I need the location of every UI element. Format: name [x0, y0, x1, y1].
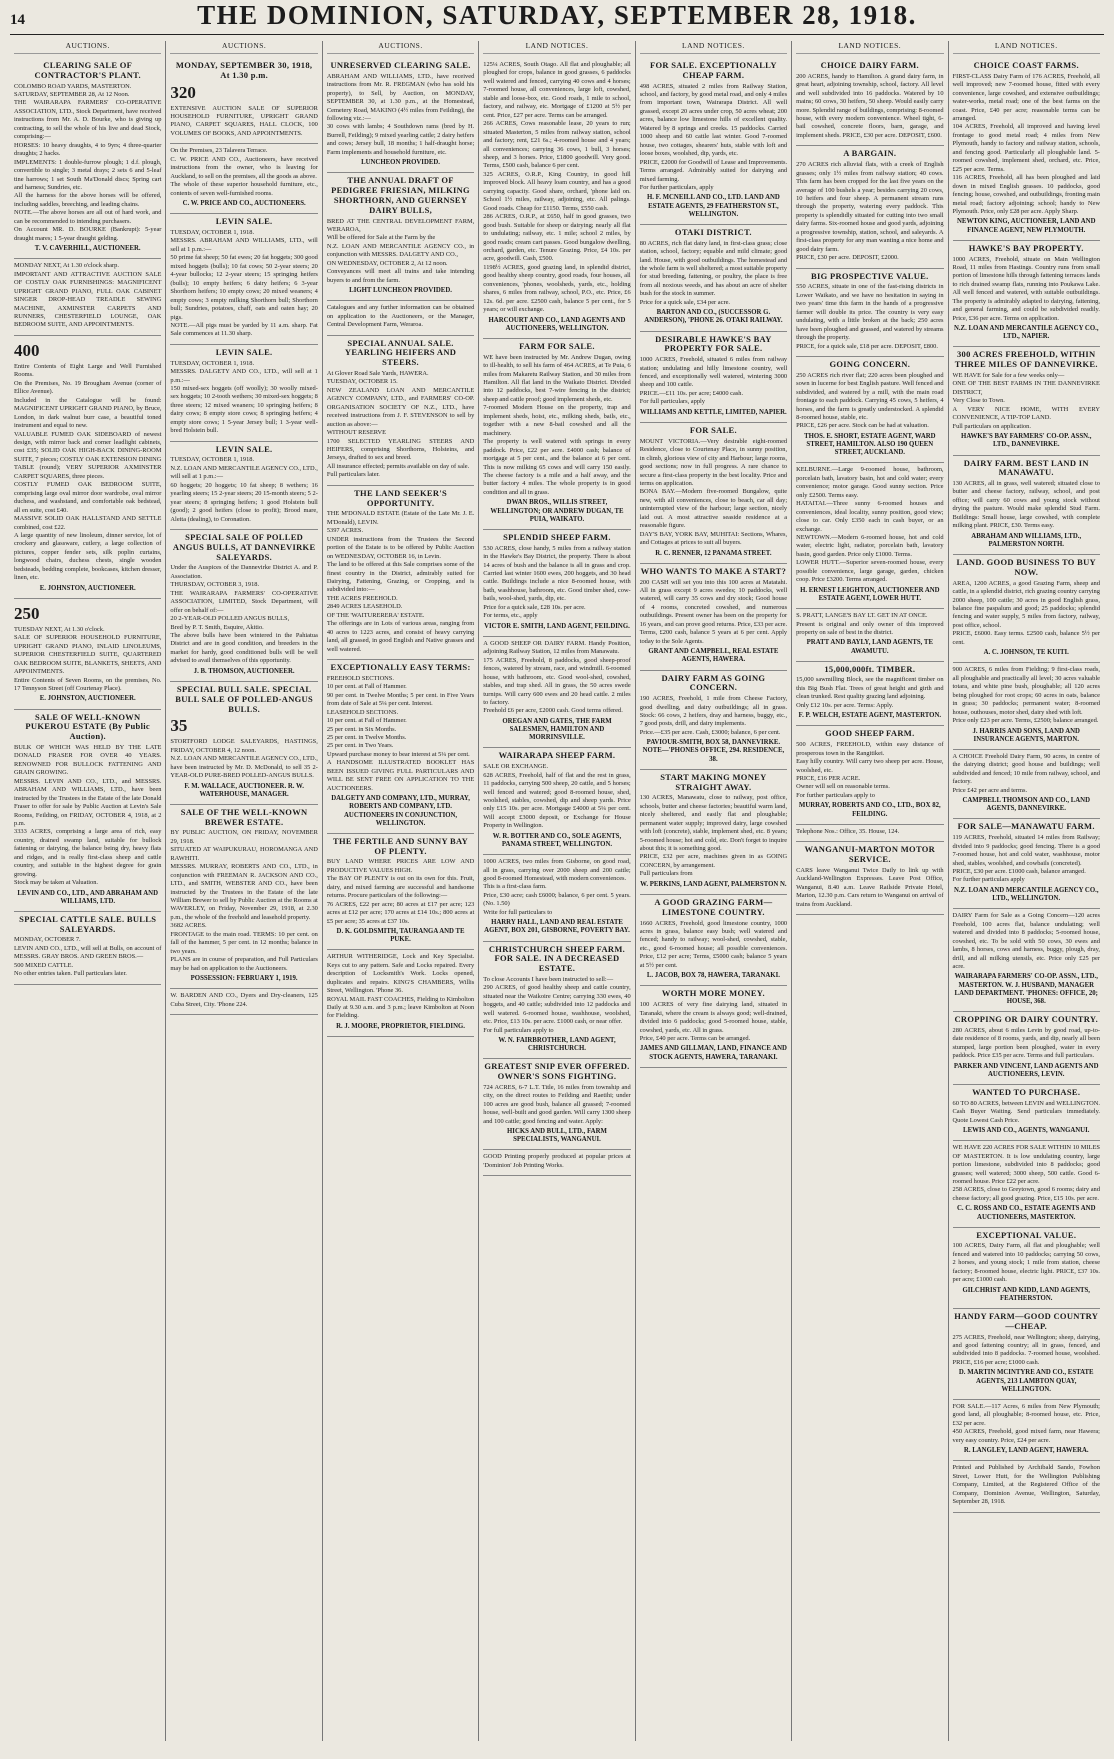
ad-signature: WAIRARAPA FARMERS' CO-OP. ASSN., LTD., MASTERTON. W. J. HUSBAND, MANAGER LAND DEPARTMENT. 'PHONES: OFFICE, 20; HOUSE, 368. [954, 973, 1098, 1005]
ad-headline: 15,000,000ft. TIMBER. [824, 663, 916, 674]
ad-signature: F. P. WELCH, ESTATE AGENT, MASTERTON. [798, 712, 942, 720]
advertisement [14, 599, 161, 710]
advertisement [953, 1228, 1100, 1309]
ad-signature: J. HARRIS AND SONS, LAND AND INSURANCE AGENTS, MARTON. [972, 727, 1080, 743]
ad-headline: LEVIN SALE. [215, 346, 273, 357]
advertisement [170, 682, 317, 805]
ad-body: Entire Contents of Eight Large and Well Furnished Rooms. On the Premises, No. 19 Brougham Avenue (corner of Ellice Avenue). Included in the Catalogue will be found: MAGNIFICENT UPRIGHT GRAND PIANO, by Bruce, London, in dark walnut burr case, a beautiful toned instrument and equal to new. VALUABLE FUMED OAK SIDEBOARD of newest design, with mirror back and corner leadlight cabinets, cost £35; SOLID OAK HIGH-BACK DINING-ROOM SUITE, 7 pieces; COSTLY OAK EXTENSION DINING TABLE (round); VERY SUPERIOR AXMINSTER CARPET SQUARES, three pieces. COSTLY FUMED OAK BEDROOM SUITE, comprising large oval mirror door wardrobe, oval mirror duchess, and washstand, and comfortable oak bedstead, all en suite, cost £40. MASSIVE SOLID OAK HALLSTAND AND SETTLE combined, cost £22. A large quantity of new linoleum, dinner service, lot of crockery and glassware, cutlery, a large collection of pictures, copper fender sets, silk poplin curtains, longwood chairs, duchess chests, single wooden bedsteads, bedding complete, bookcases, kitchen dresser, linen, etc. [14, 362, 162, 582]
ad-headline: WAIRARAPA SHEEP FARM. [498, 750, 616, 761]
ad-headline: SALE OF WELL-KNOWN PUKEROU ESTATE (By Public Auction). [25, 711, 150, 742]
ad-body: 130 ACRES, all in grass, well watered; situated close to butter and cheese factory, railway, school, and post office; will carry 60 cows and young stock without drying the pasture. Would make splendid Stud Farm. Buildings: Small house, large cowshed, with complete milking plant. PRICE, £30. Terms easy. [952, 480, 1100, 530]
column-1 [10, 41, 166, 1741]
lots-number: 35 [170, 716, 188, 736]
ad-signature: ABRAHAM AND WILLIAMS, LTD., PALMERSTON NORTH. [971, 532, 1082, 548]
ad-body: At Glover Road Sale Yards, HAWERA. TUESDAY, OCTOBER 15. NEW ZEALAND LOAN AND MERCANTILE AGENCY COMPANY, LTD., and FARMERS' CO-OP. ORGANISATION SOCIETY OF N.Z., LTD., have received instructions from J. F. STEVENSON to sell by auction as above:— WITHOUT RESERVE 1700 SELECTED YEARLING STEERS AND HEIFERS, comprising Shorthorns, Holsteins, and Jerseys, drafted to sex and breed. All insurance effected; permits available on day of sale. Full particulars later. [326, 369, 475, 479]
ad-headline: SALE OF THE WELL-KNOWN BREWER ESTATE. [180, 806, 308, 827]
advertisement [796, 842, 943, 915]
advertisement [953, 1085, 1100, 1141]
ad-body: GOOD Printing properly produced at popular prices at 'Dominion' Job Printing Works. [483, 1153, 631, 1169]
column-3 [323, 41, 479, 1741]
advertisement [327, 950, 474, 1037]
ad-signature: BARTON AND CO., (SUCCESSOR G. ANDERSON), 'PHONE 26. OTAKI RAILWAY. [644, 309, 783, 325]
advertisement [483, 58, 630, 339]
column-2 [166, 41, 322, 1741]
ad-body: DAIRY Farm for Sale as a Going Concern—120 acres Freehold, 100 acres flat, balance undulating; well watered and divided into 8 paddocks; 5-roomed house, cowshed, etc. To be sold with 50 cows, 30 ewes and lambs, 8 horses, cows and harness, buggy, plough, dray, drill, and all milking utensils, etc. Price only £25 per acre. [952, 912, 1100, 970]
ad-signature: CAMPBELL THOMSON AND CO., LAND AGENTS, DANNEVIRKE. [962, 797, 1090, 813]
advertisement [640, 58, 787, 225]
advertisement [483, 1150, 630, 1176]
column-heading: LAND NOTICES. [796, 41, 943, 54]
ad-headline: 300 ACRES FREEHOLD, WITHIN THREE MILES OF DANNEVIRKE. [954, 349, 1098, 370]
advertisement [170, 805, 317, 989]
advertisement [953, 456, 1100, 556]
ad-signature: F. M. WALLACE, AUCTIONEER. R. W. WATERHOUSE, MANAGER. [184, 782, 304, 798]
ad-headline: LEVIN SALE. [215, 443, 273, 454]
ad-body: 15,000 sawmilling Block, see the magnificent timber on this Big Bush Flat. Trees of great height and girth and clean trunked. Rest quality grazing land adjoining. Only £12 10s. per acre. Terms: Apply. [796, 676, 944, 709]
ad-headline: WANTED TO PURCHASE. [972, 1086, 1081, 1097]
ad-body: FIRST-CLASS Dairy Farm of 176 ACRES, Freehold, all well improved; new 7-roomed house, fitted with every convenience, large cowshed, and extensive outbuildings; water-works, metal road; one of the best farms on the coast. Price, £40 per acre; reasonable terms can be arranged. 104 ACRES, Freehold, all improved and having level frontage to good metal road; 4 miles from New Plymouth, handy to factory and railway station, schools, and fencing good. Particularly all ploughable land. 5-roomed cowshed, implement shed, orchard, etc. Price, £25 per acre. Terms. 116 ACRES, Freehold, all has been ploughed and laid down in mixed English grasses. 10 paddocks, good fencing; house, cowshed, and outbuildings, fronting main metal road; factory adjoining; school; handy to New Plymouth. Price, only £28 per acre. Apply Sharp. [952, 72, 1100, 216]
ad-body: MOUNT VICTORIA.—Very desirable eight-roomed Residence, close to Courtenay Place, in sunny position, in climb, glorious view of city and Harbour; large rooms, good sections; now in full progress. A rare chance to secure a first-class property in the best locality. Price and terms on application. BONA BAY.—Modern five-roomed Bungalow, quite new, with all conveniences, close to beach, car all day; uninterrupted view of the harbour; large section, nicely laid out. A most attractive seaside residence at a reasonable figure. DAY'S BAY, YORK BAY, MUHITAI: Sections, Whares, and Cottages at prices to suit all buyers. [639, 437, 788, 547]
ad-body: BULK OF WHICH WAS HELD BY THE LATE DONALD FRASER FOR OVER 40 YEARS. RENOWNED FOR BULLOCK FATTENING AND GRAIN GROWING. MESSRS. LEVIN AND CO., LTD., and MESSRS. ABRAHAM AND WILLIAMS, LTD., have been instructed by the Trustees in the Estate of the late Donald Fraser to offer for sale by Public Auction at Levin's Sale Rooms, Feilding, on FRIDAY, OCTOBER 4, 1918, at 2 p.m. 3333 ACRES, comprising a large area of rich, easy country, drained swamp land, suitable for bullock fattening or dairying, the balance being dry, heavy flats and ridges, and is really first-class sheep and cattle country, and suitable in the highest degree for grain growing. Stock may be taken at Valuation. [14, 743, 162, 887]
advertisement [796, 825, 943, 842]
ad-signature: H. F. MCNEILL AND CO., LTD. LAND AND ESTATE AGENTS, 29 FEATHERSTON ST., WELLINGTON. [646, 194, 780, 218]
lots-number: 250 [14, 603, 40, 623]
advertisement [14, 710, 161, 912]
column-7 [949, 41, 1104, 1741]
advertisement [327, 58, 474, 173]
advertisement [170, 989, 317, 1015]
ad-headline: GREATEST SNIP EVER OFFERED. OWNER'S SONS FIGHTING. [484, 1061, 630, 1082]
ad-headline: SPECIAL SALE OF POLLED ANGUS BULLS, AT DANNEVIRKE SALEYARDS. [172, 532, 316, 562]
ad-body: 119 ACRES, Freehold, situated 14 miles from Railway; divided into 9 paddocks; good fencing. There is a good 7-roomed house, hot and cold water, washhouse, motor shed, stables, woolshed, and cowbails (concreted). PRICE, £30 per acre. £1000 cash, balance arranged. For further particulars apply [952, 834, 1100, 884]
ad-body: 130 ACRES, Manawatu, close to railway, post office, schools, butter and cheese factories; beautiful warm land, nicely sheltered, and easily flat and ploughable; permanent water supply; improved dairy, large cowshed with loft (concrete), stable, implement shed, etc. 8 years; 5-roomed house; hot and cold, etc. Don't forget to inquire about this; it is something good. PRICE, £32 per acre, machines given in as GOING CONCERN, by arrangement. Full particulars from [639, 794, 788, 878]
ad-body: 1660 ACRES, Freehold, good limestone country, 1000 acres in grass, balance easy bush; well watered and fenced; handy to railway; wool-shed, cowshed, stable, etc., good 6-roomed house; all possible conveniences. Price, £12 per acre; Terms, £5000 cash; balance 5 years at 5½ per cent. [639, 919, 788, 969]
advertisement [483, 339, 630, 530]
lots-count [14, 341, 161, 361]
ad-signature: POSSESSION: FEBRUARY 1, 1919. [190, 975, 298, 983]
ad-body: 1000 ACRES, Freehold, situated 6 miles from railway station; undulating and hilly limestone country, well fenced, and exceptionally well watered, wintering 3000 sheep and 100 cattle. PRICE.—£11 10s. per acre; £4000 cash. For full particulars, apply [639, 356, 788, 406]
ad-body: WE have been instructed by Mr. Andrew Dugan, owing to ill-health, to sell his farm of 464 ACRES, at Te Puia, 6 miles from Makaretu Railway Station, and 30 miles from Hamilton. All flat land in the Waikato District. Divided into 12 paddocks, best 7-wire fencing in the district; sheep and cattle proof; good implement sheds, etc. 7-roomed Modern House on the property, trap and implement sheds, hoist, etc., milking sheds, bails, etc., together with a new 8-bail cowshed and all the machinery. The property is well watered with springs in every paddock. Price, £22 per acre. £4000 cash; balance of mortgage at 5 per cent., and the balance at 6 per cent. This is now milking 65 cows and will carry 150 easily. The cheese factory is a mile and a half away, and the butter factory 4 miles. The whole property is in good condition and all in grass. [483, 353, 631, 496]
advertisement [953, 58, 1100, 241]
ad-signature: PARKER AND VINCENT, LAND AGENTS AND AUCTIONEERS, LEVIN. [953, 1062, 1099, 1078]
ad-body: S. PRATT, LANGE'S BAY LT. GET IN AT ONCE. Present is original and only owner of this improved property on sale of best in the district. [796, 612, 944, 636]
ad-body: STORTFORD LODGE SALEYARDS, HASTINGS, FRIDAY, OCTOBER 4, 12 noon. N.Z. LOAN AND MERCANTILE AGENCY CO., LTD., have been instructed by Mr. D. McDonald, to sell 35 2-YEAR-OLD PURE-BRED POLLED-ANGUS BULLS. [170, 738, 318, 780]
ad-body: TUESDAY, OCTOBER 1, 1918. MESSRS. ABRAHAM AND WILLIAMS, LTD., will sell at 1 p.m.:— 50 prime fat sheep; 50 fat ewes; 20 fat hoggets; 300 good mixed hoggets (bulls); 10 fat cows; 50 2-year steers; 20 4-year bullocks; 12 2-year steers; 15 springing heifers (bulls); 10 empty heifers; 6 dairy heifers; 6 3-year Shorthorn heifers; 10 empty cows; 20 mixed weaners; 4 empty cows; 3 empty milking Shorthorn bull; Shorthorn bull; Sundries, potatoes, chaff, oats and oaten hay; 20 pigs. NOTE.—All pigs must be yarded by 11 a.m. sharp. Fat Sale commences at 11.30 sharp. [170, 228, 318, 338]
ad-body: 275 ACRES, Freehold, near Wellington; sheep, dairying, and good fattening country; all in grass, fenced, and subdivided into 8 paddocks. 7-roomed house, woolshed. PRICE, £16 per acre; £1000 cash. [952, 1333, 1100, 1366]
ad-headline: FOR SALE—MANAWATU FARM. [957, 821, 1095, 832]
ad-headline: LEVIN SALE. [215, 216, 273, 227]
advertisement [14, 259, 161, 336]
ad-signature: L. JACOB, BOX 78, HAWERA, TARANAKI. [646, 972, 780, 980]
ad-headline: SPECIAL BULL SALE. SPECIAL BULL SALE OF POLLED-ANGUS BULLS. [175, 684, 314, 714]
advertisement [640, 671, 787, 770]
advertisement [640, 423, 787, 564]
advertisement [327, 301, 474, 335]
ad-signature: R. C. RENNER, 12 PANAMA STREET. [655, 549, 772, 557]
advertisement [953, 1461, 1100, 1512]
ad-headline: THE ANNUAL DRAFT OF PEDIGREE FRIESIAN, MILKING SHORTHORN, AND GUERNSEY DAIRY BULLS, [331, 175, 470, 215]
ad-signature: LEVIN AND CO., LTD., AND ABRAHAM AND WILLIAMS, LTD. [17, 889, 159, 905]
ad-headline: CHOICE DAIRY FARM. [820, 60, 919, 70]
ad-body: KELBURNE.—Large 9-roomed house, bathroom, porcelain bath, lavatory basin, hot and cold water; every convenience; motor garage. Good sunny section. Price only £2500. Terms easy. HATAITAI.—Three sunny 6-roomed houses and conveniences, ideal locality, sunny position, good view; close to car. Only £350 each in cash buyer, or an exchange. NEWTOWN.—Modern 6-roomed house, hot and cold water, electric light, radiator, porcelain bath, lavatory basin, good garden. Price only £1000. Terms. LOWER HUTT.—Superior seven-roomed house, every possible convenience, large garage, garden, chicken coop. Price £3200. Terms arranged. [796, 466, 944, 584]
ad-signature: R. J. MOORE, PROPRIETOR, FIELDING. [336, 1022, 465, 1030]
ad-body: THE M'DONALD ESTATE (Estate of the Late Mr. J. E. M'Donald), LEVIN. 5397 ACRES. UNDER instructions from the Trustees the Second portion of the Estate is to be offered by Public Auction on WEDNESDAY, OCTOBER 16, in Levin. The land to be offered at this Sale comprises some of the finest country in the District, admirably suited for Dairying, Fattening, Grazing, or Cropping, and is subdivided into:— THE ACRES FREEHOLD. 2849 ACRES LEASEHOLD. OF THE 'WAITURERERA' ESTATE. The offerings are in Lots of various areas, ranging from 40 acres to 1223 acres, and consist of heavy carrying land, all grassed, in good English and Native grasses and well watered. [326, 510, 475, 653]
advertisement [483, 855, 630, 941]
advertisement [14, 912, 161, 985]
advertisement [170, 214, 317, 345]
advertisement [327, 173, 474, 301]
ad-signature: C. C. ROSS AND CO., ESTATE AGENTS AND AUCTIONEERS, MASTERTON. [956, 1205, 1096, 1221]
column-heading: AUCTIONS. [327, 41, 474, 54]
ad-headline: DESIRABLE HAWKE'S BAY PROPERTY FOR SALE. [655, 333, 772, 354]
advertisement [327, 486, 474, 660]
columns-container [10, 41, 1104, 1741]
column-5 [636, 41, 792, 1741]
advertisement [953, 750, 1100, 820]
advertisement [483, 1059, 630, 1150]
ad-headline: CHRISTCHURCH SHEEP FARM. FOR SALE. IN A DECREASED ESTATE. [488, 943, 626, 974]
ad-body: Printed and Published by Archibald Sando, Fowhon Street, Lower Hutt, for the Wellington Publishing Company, Limited, at the Registered Office of the Company, Dominion Avenue, Wellington, Saturday, September 28, 1918. [952, 1464, 1100, 1506]
page-number: 14 [10, 12, 25, 28]
ad-body: MONDAY NEXT, At 1.30 o'clock sharp. IMPORTANT AND ATTRACTIVE AUCTION SALE OF COSTLY OAK FURNISHINGS: MAGNIFICENT UPRIGHT GRAND PIANO, FULL OAK CABINET SINGER DROP-HEAD TREADLE SEWING MACHINE, AXMINSTER CARPETS AND RUNNERS, CHESTERFIELD LOUNGE, OAK BEDROOM SUITE, AND APPOINTMENTS. [14, 262, 162, 329]
advertisement [483, 748, 630, 855]
ad-signature: W. R. BOTTER AND CO., SOLE AGENTS, PANAMA STREET, WELLINGTON. [492, 832, 622, 848]
advertisement [953, 1141, 1100, 1227]
ad-body: BUY LAND WHERE PRICES ARE LOW AND PRODUCTIVE VALUES HIGH. The BAY OF PLENTY is out on its own for this. Fruit, dairy, and mixed farming are successful and handsome returns. Procure particulars of the following:— 76 ACRES, £22 per acre; 80 acres at £17 per acre; 123 acres at £12 per acre; 170 acres at £14 10s.; 800 acres at £5 per acre; 35 acres at £37 10s. [326, 858, 475, 925]
ad-body: W. BARDEN AND CO., Dyers and Dry-cleaners, 125 Cuba Street, City. 'Phone 224. [170, 992, 318, 1008]
advertisement [796, 357, 943, 463]
ad-body: EXTENSIVE AUCTION SALE OF SUPERIOR HOUSEHOLD FURNITURE, UPRIGHT GRAND PIANO, CARPET SQUARES, HALL CLOCK, 100 VOLUMES OF BOOKS, AND APPOINTMENTS. [170, 104, 318, 137]
ad-signature: E. JOHNSTON, AUCTIONEER. [39, 695, 136, 703]
ad-body: 280 ACRES, about 6 miles Levin by good road, up-to-date residence of 8 rooms, yards, and dip, nearly all been stumped, large portion been ploughed, water in every paddock. Price £35 per acre. Terms and full particulars. [952, 1026, 1100, 1060]
ad-signature: JAMES AND GILLMAN, LAND, FINANCE AND STOCK AGENTS, HAWERA, TARANAKI. [639, 1045, 787, 1061]
advertisement [14, 58, 161, 259]
advertisement [14, 336, 161, 599]
advertisement [953, 241, 1100, 348]
advertisement [953, 909, 1100, 1012]
column-heading: AUCTIONS. [14, 41, 161, 54]
advertisement [327, 834, 474, 950]
ad-headline: GOING CONCERN. [829, 358, 911, 369]
advertisement [953, 663, 1100, 749]
ad-body: 100 ACRES of very fine dairying land, situated in Taranaki, where the cream is always good; well-drained, divided into 6 paddocks; good 5-roomed house, stable, cowshed, yards, etc. All in grass. Price, £40 per acre. Terms can be arranged. [639, 1001, 788, 1042]
ad-signature: DALGETY AND COMPANY, LTD., MURRAY, ROBERTS AND COMPANY, LTD. AUCTIONEERS IN CONJUNCTION, WELLINGTON. [331, 795, 470, 827]
ad-headline: THE FERTILE AND SUNNY BAY OF PLENTY. [333, 835, 469, 856]
column-4 [479, 41, 635, 1741]
ad-body: 190 ACRES, Freehold, 1 mile from Cheese Factory, good dwelling, and dairy outbuildings; all in grass. Stock: 66 cows, 2 heifers, dray and harness, buggy, etc., 7 good posts, drill, and dairy implements. Price.—£35 per acre. Cash, £3000; balance, 6 per cent. [639, 695, 788, 736]
ad-signature: VICTOR E. SMITH, LAND AGENT, FEILDING. [484, 622, 630, 630]
ad-body: 200 ACRES, handy to Hamilton. A grand dairy farm, in great heart, adjoining township, school, factory. All level and well subdivided into 16 paddocks. Watered by 10 mains; 60 cows, 30 heifers, 50 sheep. Would easily carry more. Splendid range of buildings, comprising: 8-roomed house, with every modern convenience. Wheel tight, 6-bail cowshed, concrete floors, barn, garage, and implement sheds. PRICE, £30 per acre. DEPOSIT, £600. [796, 72, 944, 139]
ad-headline: OTAKI DISTRICT. [674, 226, 752, 237]
advertisement [953, 1400, 1100, 1461]
ad-signature: N.Z. LOAN AND MERCANTILE AGENCY CO., LTD., WELLINGTON. [953, 886, 1099, 903]
column-heading: LAND NOTICES. [640, 41, 787, 54]
ad-body: 900 ACRES, 6 miles from Fielding; 9 first-class roads, all ploughable and practically all level; 30 acres valuable totara, and white pine bush, ploughable; all 120 acres being ploughed for root crops; 60 acres in oats, balance in grass; 30 paddocks; permanent water; 8-roomed house, outhouses, motor shed, dairy shed with loft. Price only £23 per acre. Terms, £2500; balance arranged. [952, 666, 1100, 725]
ad-body: 125¼ ACRES, South Otago. All flat and ploughable; all ploughed for crops, balance in good grasses, 6 paddocks well watered and fenced, carrying 40 cows and 4 horses; 7-roomed house, all conveniences, large loft, cowshed, stable and loose-box, etc. Good roads, 1 mile to school, factory, and railway, etc. Mortgage of £1200 at 5½ per cent. Price, £27 per acre. Terms can be arranged. 266 ACRES, Cows reasonable lease, 20 years to run; situated Masterton, 5 miles from railway station, school and factory; rent, £21 6s.; 4-roomed house and 4 years; all conveniences; carrying 36 cows, 1 bull, 3 horses; sheep, and 3 horses. Price, £1800 goodwill. Very good. Terms, £500 cash, balance 6 per cent. 325 ACRES, O.R.P., King Country, in good hill improved block. All heavy loam country, and has a good carrying capacity. Good share, orchard, 'phone laid on. School 1½ miles, railway, adjoining, etc. All palings. Good roads. Cheap for £1150. Terms, £550 cash. 286 ACRES, O.R.P., at £650, half in good grasses, two good bush. Suitable for sheep or dairying; nearly all flat to undulating; railway, etc. 1 mile; school 2 miles, by good roads; cream cart passes. Good bungalow dwelling, orchard, garden, etc. Tenure Grazing. Price, £4 10s. per acre, goodwill. Cash, £500. 1198½ ACRES, good grazing land, in splendid district, good healthy sheep country, good roads, four houses, all conveniences, 'phones, woolsheds, yards, etc., holding shares, 6 miles from railway, school, P.O., etc. Price, £6 12s. 6d. per acre. £2500 cash, balance 5 per cent., for 5 years; or will exchange. [483, 61, 631, 314]
ad-signature: HARRY HALL, LAND AND REAL ESTATE AGENT, BOX 201, GISBORNE, POVERTY BAY. [484, 919, 630, 935]
ad-headline: WANGANUI-MARTON MOTOR SERVICE. [804, 844, 936, 864]
ad-body: Catalogues and any further information can be obtained on application to the Auctioneers, or the Manager, Central Development Farm, Weraroa. [326, 304, 475, 329]
advertisement [953, 555, 1100, 663]
ad-signature: H. ERNEST LEIGHTON, AUCTIONEER AND ESTATE AGENT, LOWER HUTT. [800, 586, 940, 602]
ad-headline: CLEARING SALE OF CONTRACTOR'S PLANT. [34, 60, 141, 80]
ad-body: To close Accounts I have been instructed to sell:— 290 ACRES, of good healthy sheep and cattle country, situated near the Waikoire Centre; carrying 330 ewes, 40 hoggets, and 40 cattle; subdivided into 12 paddocks and well watered. 6-roomed house, washhouse, woolshed, etc. Price, £13 10s. per acre. £1000 cash, or near offer. For full particulars apply to [483, 975, 631, 1034]
advertisement [640, 770, 787, 895]
advertisement [796, 269, 943, 357]
ad-body: MONDAY, OCTOBER 7. LEVIN AND CO., LTD., will sell at Bulls, on account of MESSRS. GRAY BROS. AND GREEN BROS.— 500 MIXED CATTLE. No other entries taken. Full particulars later. [14, 936, 162, 978]
advertisement [796, 609, 943, 662]
advertisement [796, 726, 943, 824]
ad-body: BRED AT THE CENTRAL DEVELOPMENT FARM, WERAROA, Will be offered for Sale at the Farm by the N.Z. LOAN AND MERCANTILE AGENCY CO., in conjunction with MESSRS. DALGETY AND CO., ON WEDNESDAY, OCTOBER 2, At 12 noon. Conveyances will meet all trains and take intending buyers to and from the farm. [326, 217, 475, 284]
ad-headline: CROPPING OR DAIRY COUNTRY. [954, 1014, 1098, 1025]
ad-body: A GOOD SHEEP OR DAIRY FARM. Handy Position, adjoining Railway Station, 12 miles from Manawatu. 175 ACRES, Freehold, 8 paddocks, good sheep-proof fences, watered by stream, race, and windmill. 6-roomed house, with bathroom, etc. Good wool-shed, cowshed, stables, and trap shed. All in grass, the 50 acres swede turnips. Will carry 600 ewes and 20 head cattle. 2 miles to factory. Freehold £6 per acre, £2000 cash. Good terms offered. [483, 639, 631, 715]
ad-signature: W. N. FAIRBROTHER, LAND AGENT, CHRISTCHURCH. [498, 1037, 616, 1053]
lots-count [170, 83, 317, 103]
ad-body: CARS leave Wanganui Twice Daily to link up with Auckland-Wellington Expresses. Leave Post Office, Wanganui, 8.40 a.m. Leave Railside Private Hotel, Marton, 12.30 p.m. Cars return to Wanganui on arrival of trains from Auckland. [796, 866, 944, 908]
ad-signature: LIGHT LUNCHEON PROVIDED. [349, 287, 452, 295]
ad-headline: SPECIAL CATTLE SALE. BULLS SALEYARDS. [19, 913, 157, 934]
advertisement [170, 345, 317, 442]
ad-body: COLOMBO ROAD YARDS, MASTERTON. SATURDAY, SEPTEMBER 28, At 12 Noon. THE WAIRARAPA FARMERS' CO-OPERATIVE ASSOCIATION, LTD., Stock Department, have received instructions from Mr. A. D. Bourke, who is giving up contracting, to sell the whole of his live and dead Stock, comprising:— HORSES: 10 heavy draughts, 4 to 9yrs; 4 three-quarter draughts; 2 hacks. IMPLEMENTS: 1 double-furrow plough; 1 d.f. plough, convertible to single; 3 metal drays; 2 sets 6 and 5-leaf tine harrows; 1 set South Ma'Donald discs; Spring cart and harness; Sundries, etc. All the harness for the above horses will be offered, including saddles, breeching, and leading chains. NOTE.—The above horses are all out of hard work, and can be recommended to intending purchasers. On Account MR. D. BOURKE (Bankrupt): 5-year draught mares; 1 5-year draught gelding. [14, 82, 162, 242]
advertisement [953, 1309, 1100, 1400]
ad-signature: T. V. CAVERHILL, AUCTIONEER. [34, 245, 141, 253]
ad-headline: THE LAND SEEKER'S OPPORTUNITY. [354, 487, 448, 508]
advertisement [796, 662, 943, 727]
advertisement [170, 442, 317, 530]
ad-body: AREA, 1200 ACRES, a good Grazing Farm, sheep and cattle, in a splendid district, rich grazing country carrying 2000 sheep, 100 cattle; 30 acres in good English grass, balance fine paspalum and good; 25 paddocks; splendid fencing and water supply, 5 miles from factory, railway, post office, school. PRICE, £6000. Easy terms. £2500 cash, balance 5½ per cent. [952, 579, 1100, 646]
advertisement [796, 58, 943, 146]
ad-signature: D. K. GOLDSMITH, TAURANGA AND TE PUKE. [336, 927, 465, 944]
ad-signature: WILLIAMS AND KETTLE, LIMITED, NAPIER. [640, 408, 787, 416]
ad-body: ABRAHAM AND WILLIAMS, LTD., have received instructions from Mr. R. FREGMAN (who has sold his property), to Sell, by Auction, on MONDAY, SEPTEMBER 30, at 1.30 p.m., at the Homestead, Cemetery Road, MAKINO (4½ miles from Feilding), the following viz.:— 30 cows with lambs; 4 Southdown rams (bred by H. Burrell, Feilding); 9 mixed yearling cattle; 2 dairy heifers and cows; Jersey bull, 18 months; 1 half-draught horse; Farm implements and household furniture, etc. [326, 72, 475, 156]
ad-body: FOR SALE.—117 Acres, 6 miles from New Plymouth; good land, all ploughable; 8-roomed house, etc. Price, £32 per acre. 450 ACRES, Freehold, good mixed farm, near Hawera; very easy country. Price, £24 per acre. [952, 1402, 1100, 1444]
ad-headline: A BARGAIN. [843, 148, 897, 159]
ad-signature: GILCHRIST AND KIDD, LAND AGENTS, FEATHERSTON. [962, 1286, 1091, 1302]
column-heading: LAND NOTICES. [953, 41, 1100, 54]
ad-headline: UNRESERVED CLEARING SALE. [330, 60, 471, 70]
ad-signature: C. W. PRICE AND CO., AUCTIONEERS. [182, 200, 306, 208]
lots-number: 400 [14, 340, 40, 360]
ad-signature: PAVIOUR-SMITH, BOX 58, DANNEVIRKE. NOTE—'PHONES OFFICE, 294. RESIDENCE, 38. [642, 739, 785, 763]
advertisement [170, 58, 317, 144]
ad-headline: DAIRY FARM. BEST LAND IN MANAWATU. [963, 457, 1089, 478]
ad-headline: START MAKING MONEY STRAIGHT AWAY. [660, 771, 767, 792]
advertisement [483, 530, 630, 637]
advertisement [640, 986, 787, 1067]
ad-body: Telephone Nos.: Office, 35. House, 124. [796, 827, 900, 835]
ad-headline: EXCEPTIONAL VALUE. [976, 1229, 1077, 1240]
advertisement [953, 1012, 1100, 1085]
ad-headline: WORTH MORE MONEY. [661, 988, 765, 999]
ad-headline: FARM FOR SALE. [519, 340, 595, 351]
ad-headline: HANDY FARM—GOOD COUNTRY—CHEAP. [954, 1311, 1099, 1331]
advertisement [640, 895, 787, 986]
ad-body: 724 ACRES, 6-7 L.T. Title, 16 miles from township and city, on the direct routes to Feilding and Raetihi; under 100 acres are good bush, balance all grassed; 7-roomed house, well-built and good garden. Will carry 1300 sheep and 100 cattle; good fencing and water. Apply: [483, 1083, 631, 1125]
ad-signature: E. JOHNSTON, AUCTIONEER. [39, 584, 136, 592]
column-6 [792, 41, 948, 1741]
ad-headline: WHO WANTS TO MAKE A START? [640, 565, 787, 576]
ad-signature: PRATT AND BAYLY, LAND AGENTS, TE AWAMUTU. [806, 639, 933, 655]
advertisement [327, 660, 474, 834]
ad-body: ARTHUR WITHERIDGE, Lock and Key Specialist. Keys cut to any pattern. Safe and Locks repaired. Every description of Locksmith's Work. Locks opened, duplicates and repairs. KING'S CHAMBERS, Willis Street, Wellington. 'Phone 36. ROYAL MAIL FAST COACHES, Fielding to Kimbolton Daily at 9.30 a.m. and 3 p.m.; leave Kimbolton at Noon for Fielding. [326, 953, 475, 1020]
ad-signature: HARCOURT AND CO., LAND AGENTS AND AUCTIONEERS, WELLINGTON. [488, 316, 626, 332]
ad-headline: FOR SALE. [689, 425, 737, 435]
ad-body: 1000 ACRES, Freehold, situate on Main Wellington Road, 11 miles from Hastings. Country runs from small portion of limestone hills through fattening terraces lands to rich drained swamp flats, running into Poukawa Lake. All well fenced and watered, with suitable outbuildings. The property is admirably adapted to dairying, fattening, and general farming, and could be subdivided readily. Price, £36 per acre. Terms on application. [952, 255, 1100, 322]
masthead [10, 0, 1104, 35]
advertisement [640, 564, 787, 671]
advertisement [640, 332, 787, 423]
ad-body: FREEHOLD SECTIONS. 10 per cent. at Fall of Hammer. 90 per cent. in Twelve Months; 5 per cent. in Five Years from date of Sale at 5¼ per cent. Interest. LEASEHOLD SECTIONS. 10 per cent. at Fall of Hammer. 25 per cent. in Six Months. 25 per cent. in Twelve Months. 25 per cent. in Two Years. Upward purchase money to bear interest at 5¼ per cent. A HANDSOME ILLUSTRATED BOOKLET HAS BEEN ISSUED GIVING FULL PARTICULARS AND WILL BE SENT FREE ON APPLICATION TO THE AUCTIONEERS. [326, 674, 475, 792]
ad-body: 60 TO 80 ACRES, between LEVIN and WELLINGTON. Cash Buyer Waiting. Send particulars immediately. Quote Lowest Cash Price. [952, 1099, 1100, 1124]
ad-body: 1000 ACRES, two miles from Gisborne, on good road, all in grass, carrying over 2000 sheep and 200 cattle; good 8-roomed Homestead, with modern conveniences. This is a first-class farm. Price, £30 acre; cash £6000; balance, 6 per cent. 5 years. (No. 1.50) Write for full particulars to [483, 858, 631, 916]
advertisement [953, 819, 1100, 909]
ad-headline: LAND. GOOD BUSINESS TO BUY NOW. [956, 557, 1096, 577]
ad-body: TUESDAY, OCTOBER 1, 1918. MESSRS. DALGETY AND CO., LTD., will sell at 1 p.m.:— 150 mixed-sex hoggets (off woolly); 30 woolly mixed-sex hoggets; 10 2-tooth wethers; 30 mixed-sex hoggets; 8 three steers; 12 mixed weaners; 10 springing heifers; 8 dairy cows; 8 empty store cows; 8 springing heifers; 4 empty store cows; 1 5-year Jersey bull; 1 3-year well-bred Holstein bull. [170, 359, 318, 435]
newspaper-title: THE DOMINION, SATURDAY, SEPTEMBER 28, 1918. [197, 0, 917, 30]
ad-body: 500 ACRES, FREEHOLD, within easy distance of prosperous town in the Rangitikei. Easy hilly country. Will carry two sheep per acre. House, woolshed, etc. PRICE, £16 PER ACRE. Owner will sell on reasonable terms. For further particulars apply to [796, 741, 944, 799]
ad-body: 200 CASH will set you into this 100 acres at Matatahi. All in grass except 9 acres swedes; 10 paddocks, well watered, will carry 35 cows and dry stock; Good house of 4 rooms, concreted cowshed, and numerous outbuildings. Present owner has been on the property for 16 years, and can prove good returns. Price, £33 per acre. Terms, £200 cash, balance 5 years at 6 per cent. Apply today to the Sole Agents. [639, 578, 788, 645]
ad-body: TUESDAY, OCTOBER 1, 1918. N.Z. LOAN AND MERCANTILE AGENCY CO., LTD., will sell at 1 p.m.:— 60 hoggets; 20 hoggets; 10 fat sheep; 8 wethers; 16 yearling steers; 15 2-year steers; 20 15-month steers; 5 2-year steers; 8 springing heifers; 1 good Holstein bull (good); 2 good heifers (close to profit); Brood mare, Aleita (dealing), to Coronation. [170, 456, 318, 523]
ad-signature: OREGAN AND GATES, THE FARM SALESMEN, HAMILTON AND MORRINSVILLE. [502, 717, 612, 742]
ad-signature: D. MARTIN MCINTYRE AND CO., ESTATE AGENTS, 213 LAMBTON QUAY, WELLINGTON. [958, 1369, 1094, 1393]
lots-number: 320 [170, 82, 196, 102]
ad-signature: THOS. E. SHORT, ESTATE AGENT, WARD STREET, HAMILTON. ALSO 190 QUEEN STREET, AUCKLAND. [804, 432, 936, 457]
ad-body: 270 ACRES rich alluvial flats, with a creek of English grasses; only 1½ miles from railway station; 40 cows. This farm has been cropped for the last five years on the average of 100 bushels a year; besides carrying 20 cows, 10 heifers and four sheep. A permanent stream runs through the property, watering every paddock. This property is splendidly situated for cutting into two small dairy farms. Six-roomed house and good yards, adjoining a progressive township, station, school, and saleyards. A first-class property for any man wanting a nice home and good dairy farm. PRICE, £30 per acre. DEPOSIT, £2000. [796, 161, 944, 262]
ad-body: On the Premises, 23 Talavera Terrace. C. W. PRICE AND CO., Auctioneers, have received instructions from the owner, who is leaving for Auckland, to sell on the premises, all the goods as above. The whole of these superior household furniture, etc., contents of seven well-furnished rooms. [170, 147, 318, 197]
ad-body: 550 ACRES, situate in one of the fast-rising districts in Lower Waikato, and we have no hesitation in saying in two years' time this farm in the hands of a progressive farmer will double its price. The country is very easy undulating, with a little broken at the back; 250 acres have been ploughed and grassed, and watered by streams through the property. PRICE, for a quick sale, £18 per acre. DEPOSIT, £800. [796, 283, 944, 350]
ad-headline: SPLENDID SHEEP FARM. [503, 531, 611, 542]
advertisement [483, 942, 630, 1060]
ad-headline: A GOOD GRAZING FARM—LIMESTONE COUNTRY. [654, 897, 773, 917]
ad-headline: GOOD SHEEP FARM. [825, 728, 915, 739]
advertisement [640, 225, 787, 332]
ad-headline: EXCEPTIONALLY EASY TERMS: [330, 662, 471, 673]
ad-signature: N.Z. LOAN AND MERCANTILE AGENCY CO., LTD., NAPIER. [953, 325, 1099, 341]
ad-body: BY PUBLIC AUCTION, ON FRIDAY, NOVEMBER 29, 1918. SITUATED AT WAIPUKURAU, HOROMANGA AND RAWHITI. MESSRS. MURRAY, ROBERTS AND CO., LTD., in conjunction with FREEMAN R. JACKSON AND CO., LTD., and SMITH, WEBSTER AND CO., have been instructed by the Trustees in the Estate of the late William Brewer to sell by Public Auction at the Rooms at WAVERLEY, on Friday, November 29, 1918, at 2.30 p.m., the whole of the freehold and leasehold property. 3682 ACRES. FRONTAGE to the main road. TERMS: 10 per cent. on fall of the hammer, 5 per cent. in 12 months; balance in two years. PLANS are in course of preparation, and Full Particulars may be had on application to the Auctioneers. [170, 829, 318, 972]
ad-signature: GRANT AND CAMPBELL, REAL ESTATE AGENTS, HAWERA. [648, 648, 779, 664]
ad-headline: DAIRY FARM AS GOING CONCERN. [661, 672, 766, 693]
ad-headline: FOR SALE. EXCEPTIONALLY CHEAP FARM. [650, 60, 777, 80]
lots-count [14, 604, 161, 624]
advertisement [796, 146, 943, 268]
ad-signature: MURRAY, ROBERTS AND CO., LTD., BOX 82, FEILDING. [798, 802, 941, 818]
advertisement [796, 463, 943, 609]
lots-count [170, 716, 317, 736]
ad-signature: HICKS AND BULL, LTD., FARM SPECIALISTS, WANGANUI. [507, 1128, 607, 1144]
advertisement [327, 336, 474, 486]
advertisement [170, 530, 317, 682]
ad-body: 530 ACRES, close handy, 5 miles from a railway station in the Hawke's Bay District, the property. There is about 14 acres of bush and the balance is all in grass and crop. Carried last winter 1600 ewes, 200 hoggets, and 30 head cattle. Buildings include a nice 8-roomed house, with bath, washhouse, bathroom, etc. Good timber shed, cow-bails, wool-shed, yards, dip, etc. Price for a quick sale, £28 10s. per acre. For terms, etc., apply [483, 544, 631, 620]
advertisement [170, 144, 317, 214]
ad-signature: R. LANGLEY, LAND AGENT, HAWERA. [963, 1447, 1089, 1455]
ad-signature: A. C. JOHNSON, TE KUITI. [983, 649, 1069, 657]
column-heading: LAND NOTICES. [483, 41, 630, 54]
ad-body: Under the Auspices of the Dannevirke District A. and P. Association. THURSDAY, OCTOBER 3, 1918. THE WAIRARAPA FARMERS' CO-OPERATIVE ASSOCIATION, LIMITED, Stock Department, will offer on behalf of:— 20 2-YEAR-OLD POLLED ANGUS BULLS, Bred by P. T. Smith, Esquire, Akitio. The above bulls have been wintered in the Pahiatua District and are in good condition, and breeders in the market for hardy, good conditioned bulls will be well advised to avail themselves of this opportunity. [170, 564, 318, 665]
ad-headline: CHOICE COAST FARMS. [973, 60, 1079, 70]
ad-signature: NEWTON KING, AUCTIONEER, LAND AND FINANCE AGENT, NEW PLYMOUTH. [957, 218, 1096, 234]
ad-body: TUESDAY NEXT, At 1.30 o'clock. SALE OF SUPERIOR HOUSEHOLD FURNITURE, UPRIGHT GRAND PIANO, INLAID LINOLEUMS, SUPERIOR CHESTERFIELD SUITE, QUARTERED OAK BEDROOM SUITE, BLANKETS, SHEETS, AND APPOINTMENTS. Entire Contents of Seven Rooms, on the premises, No. 17 Tennyson Street (off Courtenay Place). [14, 625, 162, 693]
ad-signature: DWAN BROS., WILLIS STREET, WELLINGTON; OR ANDREW DUGAN, TE PUIA, WAIKATO. [490, 499, 624, 523]
ad-body: A CHOICE Freehold Dairy Farm, 90 acres, in centre of the dairying district; good house and buildings; well subdivided and fenced; 10 mile from railway, school, and factory. Price £42 per acre and terms. [952, 752, 1100, 794]
ad-headline: MONDAY, SEPTEMBER 30, 1918, At 1.30 p.m. [175, 60, 313, 80]
ad-signature: HAWKE'S BAY FARMERS' CO-OP. ASSN., LTD., DANNEVIRKE. [961, 433, 1092, 449]
ad-body: 498 ACRES, situated 2 miles from Railway Station, school, and factory, by good metal road, and only 4 miles from important town, Wairarapa District. All well grassed, except 20 acres under crop, 50 acres wheat; 200 acres, balance low limestone hills of excellent quality. Watered by 8 springs and creeks. 15 paddocks. Carried 1000 sheep and 60 cattle last winter. Good 7-roomed house, two cottages, shearers' huts, stable with loft and loose boxes, woolshed, dip, yards, etc. PRICE, £2000 for Goodwill of Lease and Improvements. Terms arranged. Admirably suited for dairying and mixed farming. For further particulars, apply [639, 82, 788, 191]
ad-headline: HAWKE'S BAY PROPERTY. [968, 242, 1084, 253]
ad-body: 250 ACRES rich river flat; 220 acres been ploughed and sown in lucerne for best English pasture. Well fenced and subdivided, and watered by a mill, with the main road frontage to each paddock. Carrying 45 cows, 5 heifers, 4 horses, and the farm is greatly understocked. A splendid 8-roomed house, stable, etc. PRICE, £26 per acre. Stock can be had at valuation. [796, 371, 944, 430]
ad-signature: LEWIS AND CO., AGENTS, WANGANUI. [963, 1127, 1090, 1135]
ad-signature: J. B. THOMSON, AUCTIONEER. [193, 667, 295, 675]
ad-headline: SPECIAL ANNUAL SALE. YEARLING HEIFERS AND STEERS. [344, 337, 457, 368]
ad-signature: LUNCHEON PROVIDED. [361, 159, 441, 167]
ad-body: 100 ACRES, Dairy Farm, all flat and ploughable; well fenced and watered into 10 paddocks; carrying 50 cows, 2 horses, and young stock; 1 mile from station, cheese factory; 8-roomed house, electric light. PRICE, £37 10s. per acre; £1000 cash. [952, 1242, 1100, 1284]
column-heading: AUCTIONS. [170, 41, 317, 54]
ad-body: WE HAVE for Sale for a few weeks only— ONE OF THE BEST FARMS IN THE DANNEVIRKE DISTRICT, Very Close to Town. A VERY NICE HOME, WITH EVERY CONVENIENCE, A TIP-TOP LAND. Full particulars on application. [952, 372, 1100, 430]
ad-body: SALE OR EXCHANGE. 628 ACRES, Freehold, half of flat and the rest in grass, 11 paddocks, carrying 500 sheep, 20 cattle, and 5 horses; well fenced and watered; good 8-roomed house, shed, woolshed, stables, cowshed, dip and sheep yards. Price only £15 10s. per acre. Mortgage £4000 at 5¼ per cent. Will accept £3000 deposit, or Exchange for House Property in Wellington. [483, 763, 631, 830]
ad-body: WE HAVE 220 ACRES FOR SALE WITHIN 10 MILES OF MASTERTON. It is low undulating country, large portion limestone, subdivided into 8 paddocks; good grasses; well watered; 3000 sheep, 500 cattle. Good 6-roomed house. Price £22 per acre. 258 ACRES, close to Greytown, good 6 rooms; dairy and cheese factory; all good grazing. Price, £15 10s. per acre. [952, 1144, 1100, 1202]
advertisement [953, 347, 1100, 455]
advertisement [483, 637, 630, 749]
ad-body: 80 ACRES, rich flat dairy land, in first-class grass; close station, school, factory; equable and mild climate; good land. House, with good outbuildings. The homestead and the whole farm is well sheltered; a most suitable property for stud breeding, fattening, or poultry, the place is free from all noxious weeds, and has about an acre of shelter bush for the stock in summer. Price for a quick sale, £34 per acre. [639, 239, 788, 306]
ad-headline: BIG PROSPECTIVE VALUE. [811, 270, 929, 281]
ad-signature: W. PERKINS, LAND AGENT, PALMERSTON N. [640, 880, 787, 888]
